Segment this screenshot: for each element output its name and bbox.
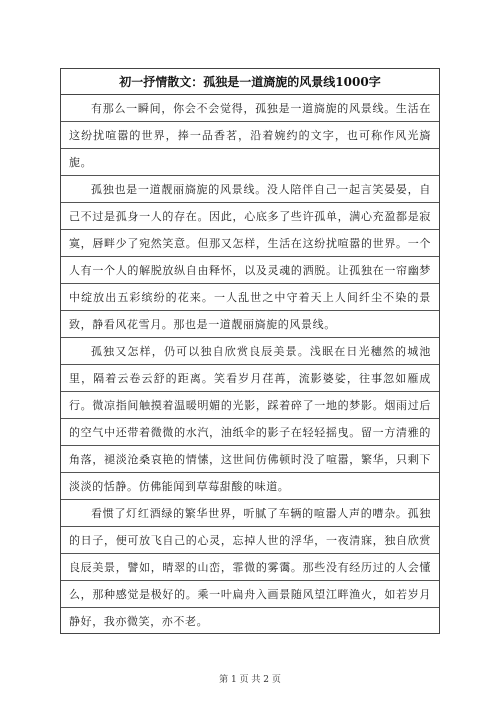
document-sheet bbox=[60, 68, 440, 634]
document-body bbox=[61, 95, 439, 633]
paragraph-4: 看惯了灯红酒绿的繁华世界，听腻了车辆的喧嚣人声的嘈杂。孤独的日子，便可放飞自己的心灵，忘掉人世的浮华，一夜清寐，独自欣赏良辰美景，譬如，晴翠的山峦，霏微的雾霭。那些没有经历过的人会懂么，那种感觉是极好的。乘一叶扁舟入画景随风望江畔渔火，如若岁月静好，我亦微笑，亦不老。 bbox=[69, 507, 431, 628]
paragraph-2: 孤独也是一道靓丽旖旎的风景线。没人陪伴自己一起言笑晏晏，自己不过是孤身一人的存在。因此，心底多了些许孤单，满心充盈都是寂寞，唇畔少了宛然笑意。但那又怎样，生活在这纷扰喧嚣的世界。一个人有一个人的解脱放纵自由释怀，以及灵魂的洒脱。让孤独在一帘幽梦中绽放出五彩缤纷的花来。一人乱世之中守着天上人间纤尘不染的景致，静看风花雪月。那也是一道靓丽旖旎的风景线。 bbox=[69, 183, 431, 331]
paragraph-1: 有那么一瞬间，你会不会觉得，孤独是一道旖旎的风景线。生活在这纷扰喧嚣的世界，捧一品香茗，沿着婉约的文字，也可称作风光旖旎。 bbox=[69, 102, 431, 169]
document-title: 初一抒情散文：孤独是一道旖旎的风景线1000字 bbox=[61, 69, 439, 95]
paragraph-3: 孤独又怎样，仍可以独自欣赏良辰美景。浅眠在日光穗然的城池里，隔着云卷云舒的距离。笑看岁月荏苒，流影婆娑，往事忽如雁成行。微凉指间触摸着温暖明媚的光影，踩着碎了一地的梦影。烟雨过后的空气中还带着微微的水汽，油纸伞的影子在轻轻摇曳。留一方清雅的角落，褪淡沧桑哀艳的情愫，这世间仿佛顿时没了喧嚣，繁华，只剩下淡淡的恬静。仿佛能闻到草莓甜酸的味道。 bbox=[69, 345, 431, 493]
page-number: 第 1 页 共 2 页 bbox=[219, 675, 281, 685]
